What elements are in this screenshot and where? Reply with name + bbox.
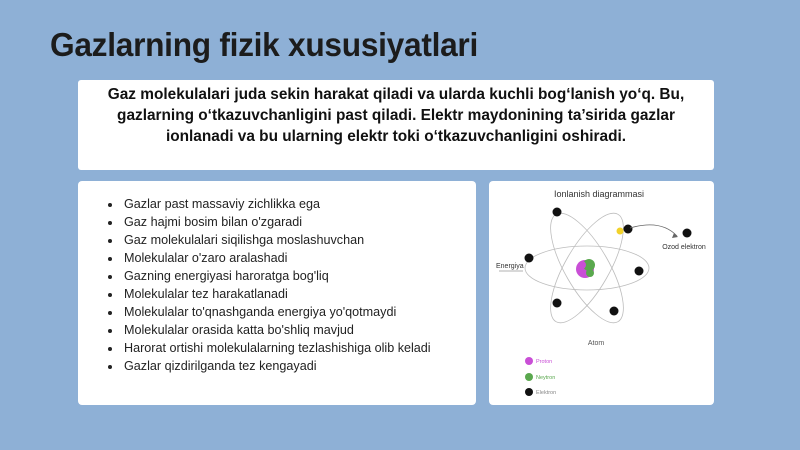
legend-label-proton: Proton <box>536 359 553 365</box>
electron-mark <box>525 254 534 263</box>
list-item: • Molekulalar tez harakatlanadi <box>122 285 464 303</box>
ionization-diagram <box>489 181 714 405</box>
legend-swatch-neutron <box>525 373 533 381</box>
list-item: • Molekulalar orasida katta bo'shliq mavjud <box>122 321 464 339</box>
ionization-diagram-card <box>489 181 714 405</box>
list-item: • Molekulalar o'zaro aralashadi <box>122 249 464 267</box>
legend-label-electron: Elektron <box>536 390 557 396</box>
list-item: • Gaz hajmi bosim bilan o'zgaradi <box>122 213 464 231</box>
list-item: • Gaz molekulalari siqilishga moslashuvchan <box>122 231 464 249</box>
properties-card <box>78 181 476 405</box>
electron-mark <box>610 307 619 316</box>
electron-mark <box>635 267 644 276</box>
electron-mark <box>553 208 562 217</box>
legend-swatch-proton <box>525 357 533 365</box>
ejection-arrow <box>630 225 677 236</box>
list-item: • Molekulalar to'qnashganda energiya yo'qotmaydi <box>122 303 464 321</box>
list-item: • Harorat ortishi molekulalarning tezlashishiga olib keladi <box>122 339 464 357</box>
list-item: • Gazning energiyasi haroratga bog'liq <box>122 267 464 285</box>
properties-list <box>104 195 464 375</box>
intro-text-box <box>78 80 714 170</box>
list-item: • Gazlar past massaviy zichlikka ega <box>122 195 464 213</box>
neutron-mark <box>586 269 594 277</box>
free-electron-mark <box>683 229 692 238</box>
atom-label: Atom <box>587 340 605 347</box>
legend-label-neutron: Neytron <box>536 375 556 381</box>
list-item: • Gazlar qizdirilganda tez kengayadi <box>122 357 464 375</box>
free-electron-label: Ozod elektron <box>662 244 706 251</box>
energy-label: Energiya <box>496 263 524 270</box>
slide-title: Gazlarning fizik xususiyatlari <box>50 26 478 63</box>
legend-swatch-electron <box>525 388 533 396</box>
diagram-title: Ionlanish diagrammasi <box>553 189 645 199</box>
electron-mark <box>553 299 562 308</box>
intro-text: Gaz molekulalari juda sekin harakat qiladi va ularda kuchli bog‘lanish yo‘q. Bu, gazlarning o‘tkazuvchanligini past qiladi. Elektr maydonining ta’sirida gazlar ionlanadi va bu ularning elektr toki o‘tkazuvchanligini oshiradi. <box>107 86 685 145</box>
energy-spark-mark <box>617 228 624 235</box>
diagram-legend <box>525 357 556 396</box>
proton-mark <box>578 261 586 269</box>
nucleus <box>576 259 595 278</box>
electron-mark <box>624 225 633 234</box>
